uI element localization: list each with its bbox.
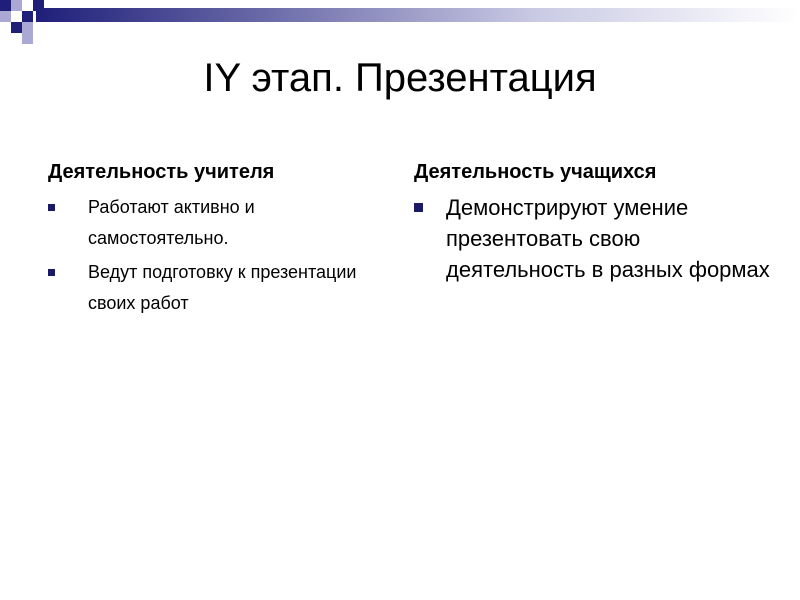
list-item xyxy=(48,257,388,319)
list-item xyxy=(48,192,388,254)
square-bullet-icon xyxy=(48,204,55,211)
header-gradient-bar xyxy=(36,8,800,22)
slide-title: IY этап. Презентация xyxy=(203,56,597,100)
students-list xyxy=(414,192,774,285)
students-column xyxy=(414,158,774,285)
square-bullet-icon xyxy=(414,203,423,212)
teacher-column xyxy=(48,158,388,322)
teacher-heading: Деятельность учителя xyxy=(48,161,275,183)
square-bullet-icon xyxy=(48,269,55,276)
students-heading: Деятельность учащихся xyxy=(414,161,657,183)
teacher-list xyxy=(48,192,388,319)
list-item-text: Ведут подготовку к презентации своих работ xyxy=(88,262,357,313)
list-item-text: Демонстрируют умение презентовать свою деятельность в разных формах xyxy=(446,195,770,282)
list-item-text: Работают активно и самостоятельно. xyxy=(88,197,255,248)
list-item xyxy=(414,192,774,285)
